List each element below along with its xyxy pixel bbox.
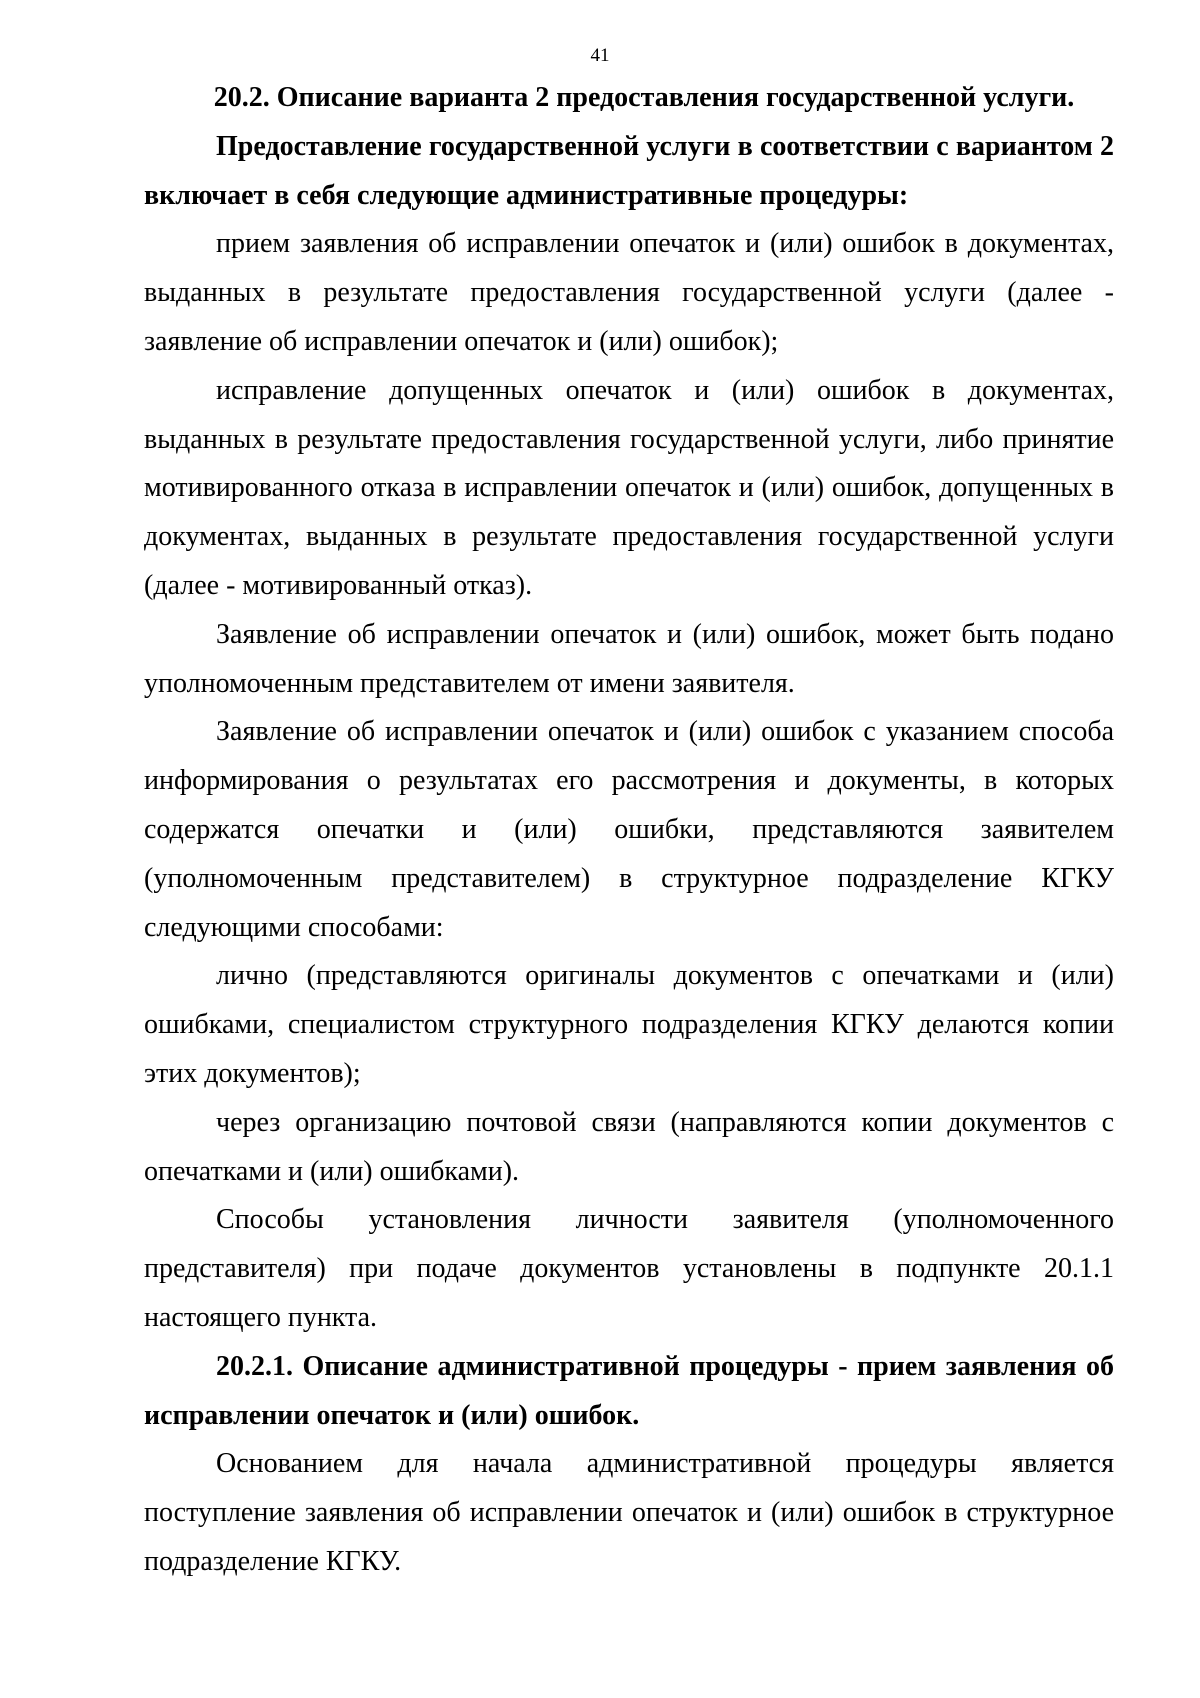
section-intro: Предоставление государственной услуги в соответствии с вариантом 2 включает в себя следующие административные процедуры:	[144, 130, 1114, 211]
document-body	[144, 74, 1114, 1587]
subsection-heading: 20.2.1. Описание административной процедуры - прием заявления об исправлении опечаток и (или) ошибок.	[144, 1350, 1114, 1431]
page-number: 41	[590, 45, 610, 66]
subsection-body: Основанием для начала административной процедуры является поступление заявления об исправлении опечаток и (или) ошибок в структурное подразделение КГКУ.	[144, 1448, 1114, 1577]
paragraph: Заявление об исправлении опечаток и (или) ошибок, может быть подано уполномоченным представителем от имени заявителя.	[144, 618, 1114, 699]
paragraph: прием заявления об исправлении опечаток и (или) ошибок в документах, выданных в результате предоставления государственной услуги (далее - заявление об исправлении опечаток и (или) ошибок);	[144, 228, 1114, 357]
paragraph: Заявление об исправлении опечаток и (или) ошибок с указанием способа информирования о результатах его рассмотрения и документы, в которых содержатся опечатки и (или) ошибки, представляются заявителем (уполномоченным представителем) в структурное подразделение КГКУ следующими способами:	[144, 716, 1114, 943]
paragraph: исправление допущенных опечаток и (или) ошибок в документах, выданных в результате предоставления государственной услуги, либо принятие мотивированного отказа в исправлении опечаток и (или) ошибок, допущенных в документах, выданных в результате предоставления государственной услуги (далее - мотивированный отказ).	[144, 374, 1114, 601]
paragraph: Способы установления личности заявителя (уполномоченного представителя) при подаче документов установлены в подпункте 20.1.1 настоящего пункта.	[144, 1204, 1114, 1333]
paragraph: лично (представляются оригиналы документов с опечатками и (или) ошибками, специалистом структурного подразделения КГКУ делаются копии этих документов);	[144, 960, 1114, 1089]
paragraph: через организацию почтовой связи (направляются копии документов с опечатками и (или) ошибками).	[144, 1106, 1114, 1187]
section-heading: 20.2. Описание варианта 2 предоставления государственной услуги.	[213, 82, 1075, 113]
